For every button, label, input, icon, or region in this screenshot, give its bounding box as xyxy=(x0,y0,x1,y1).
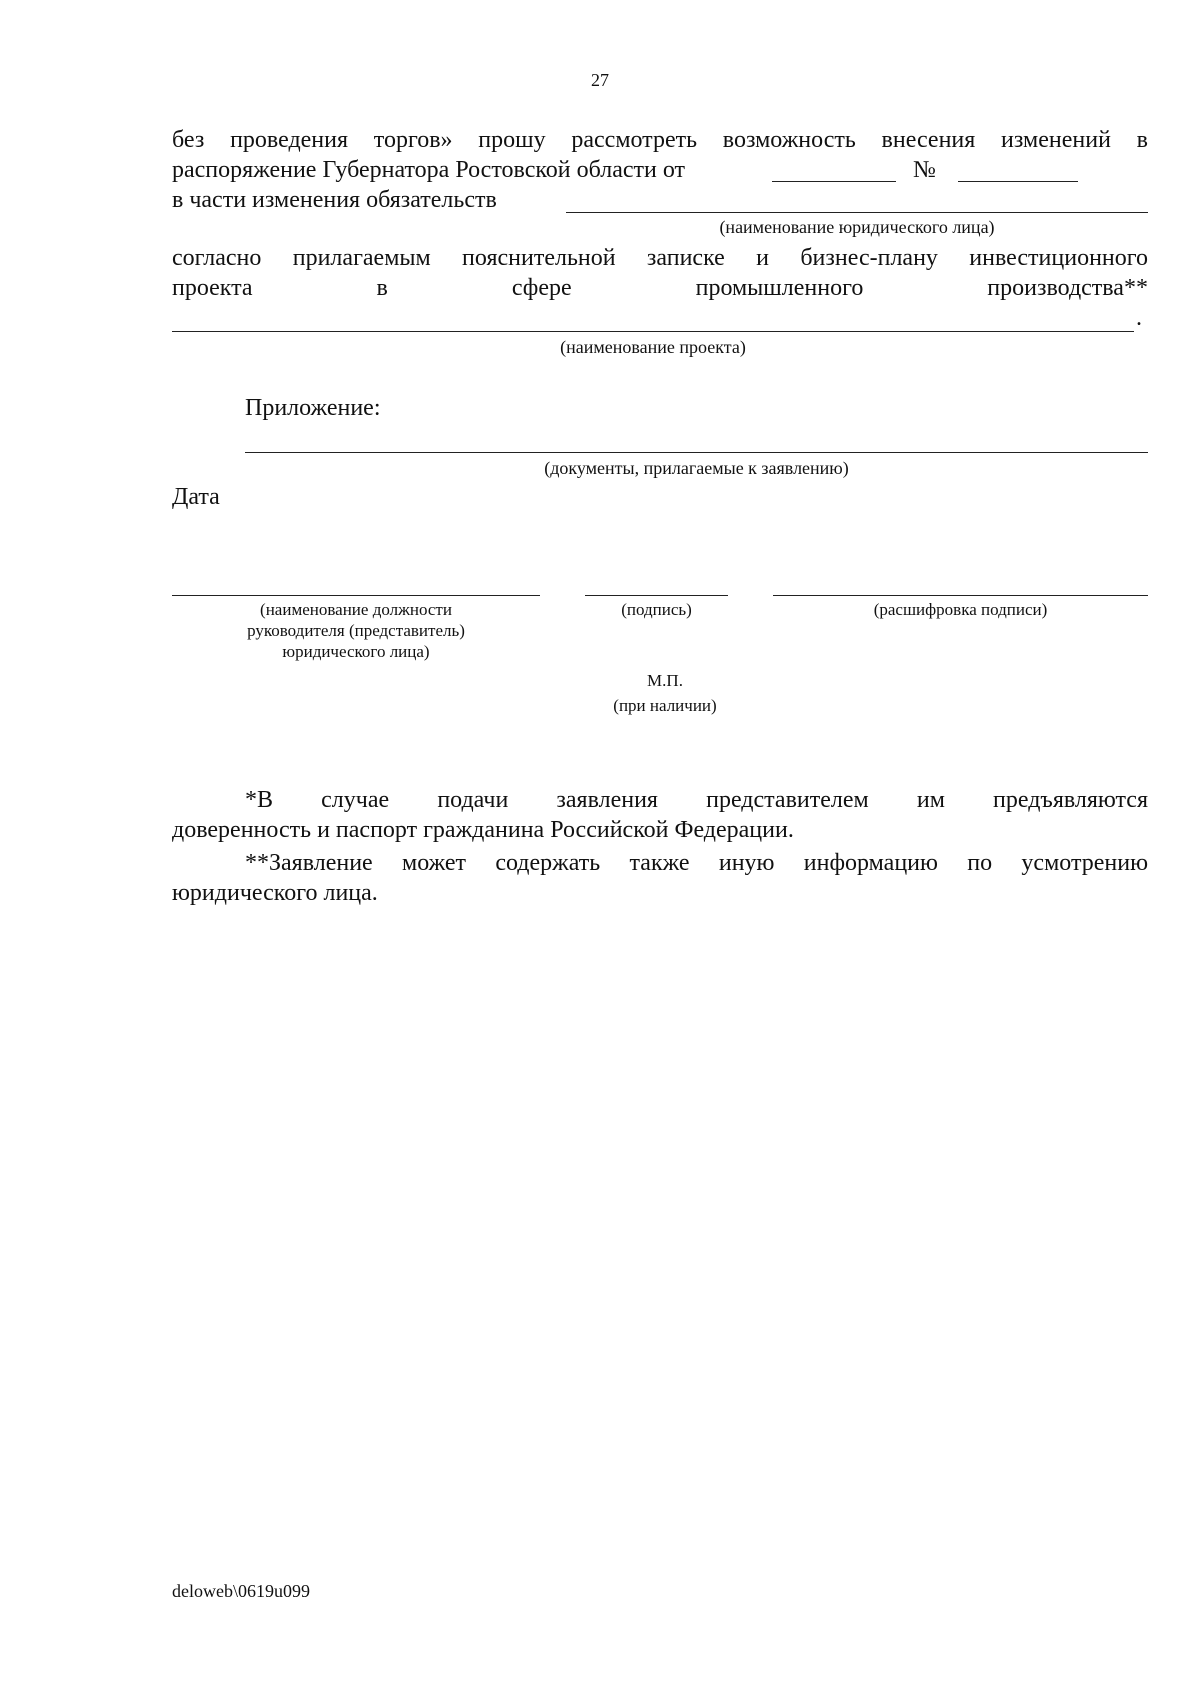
word: по xyxy=(967,850,993,876)
stamp-note: (при наличии) xyxy=(613,696,717,715)
decree-reference-text: распоряжение Губернатора Ростовской области от xyxy=(172,157,686,183)
word: промышленного xyxy=(695,275,864,301)
word: **Заявление xyxy=(245,850,373,876)
word: подачи xyxy=(437,787,509,813)
project-name-field[interactable] xyxy=(172,331,1134,332)
word: информацию xyxy=(803,850,938,876)
word: *В xyxy=(245,787,274,813)
signature-caption: (подпись) xyxy=(621,600,692,619)
attachment-label: Приложение: xyxy=(245,395,381,421)
position-field[interactable] xyxy=(172,595,540,596)
project-name-caption: (наименование проекта) xyxy=(560,337,746,357)
paragraph-line-4: согласно прилагаемым пояснительной записке и бизнес-плану инвестиционного xyxy=(172,245,1148,271)
word: заявления xyxy=(556,787,658,813)
word: также xyxy=(629,850,690,876)
obligations-text: в части изменения обязательств xyxy=(172,187,497,213)
word: может xyxy=(402,850,467,876)
stamp-label: М.П. xyxy=(647,671,683,690)
position-caption-line: юридического лица) xyxy=(282,642,430,661)
attachment-caption: (документы, прилагаемые к заявлению) xyxy=(544,458,849,478)
signature-decoding-field[interactable] xyxy=(773,595,1148,596)
word: иную xyxy=(718,850,775,876)
note-1-line-1 xyxy=(245,785,1148,815)
page-number: 27 xyxy=(591,70,609,90)
number-sign: № xyxy=(913,157,936,183)
word: сфере xyxy=(511,275,572,301)
position-caption xyxy=(172,599,540,662)
note-2-line-2: юридического лица. xyxy=(172,880,378,906)
legal-entity-caption: (наименование юридического лица) xyxy=(719,217,995,237)
word: усмотрению xyxy=(1021,850,1148,876)
signature-decoding-caption: (расшифровка подписи) xyxy=(873,600,1048,619)
line-end-period: . xyxy=(1136,305,1142,331)
signature-field[interactable] xyxy=(585,595,728,596)
word: проекта xyxy=(172,275,253,301)
legal-entity-field[interactable] xyxy=(566,212,1148,213)
note-2-line-1 xyxy=(245,848,1148,878)
word: представителем xyxy=(706,787,869,813)
paragraph-line-5 xyxy=(172,273,1148,303)
position-caption-line: руководителя (представитель) xyxy=(247,621,465,640)
date-label: Дата xyxy=(172,484,220,510)
word: в xyxy=(376,275,388,301)
note-1-line-2: доверенность и паспорт гражданина Российской Федерации. xyxy=(172,817,794,843)
paragraph-line-3 xyxy=(172,185,1148,215)
paragraph-line-1: без проведения торгов» прошу рассмотреть возможность внесения изменений в xyxy=(172,127,1148,153)
word: содержать xyxy=(495,850,601,876)
word: им xyxy=(916,787,945,813)
position-caption-line: (наименование должности xyxy=(260,600,452,619)
paragraph-line-2 xyxy=(172,155,1148,185)
footer-doc-id: deloweb\0619u099 xyxy=(172,1581,310,1601)
word: случае xyxy=(321,787,390,813)
word: предъявляются xyxy=(993,787,1148,813)
attachment-field[interactable] xyxy=(245,452,1148,453)
word: производства** xyxy=(987,275,1148,301)
